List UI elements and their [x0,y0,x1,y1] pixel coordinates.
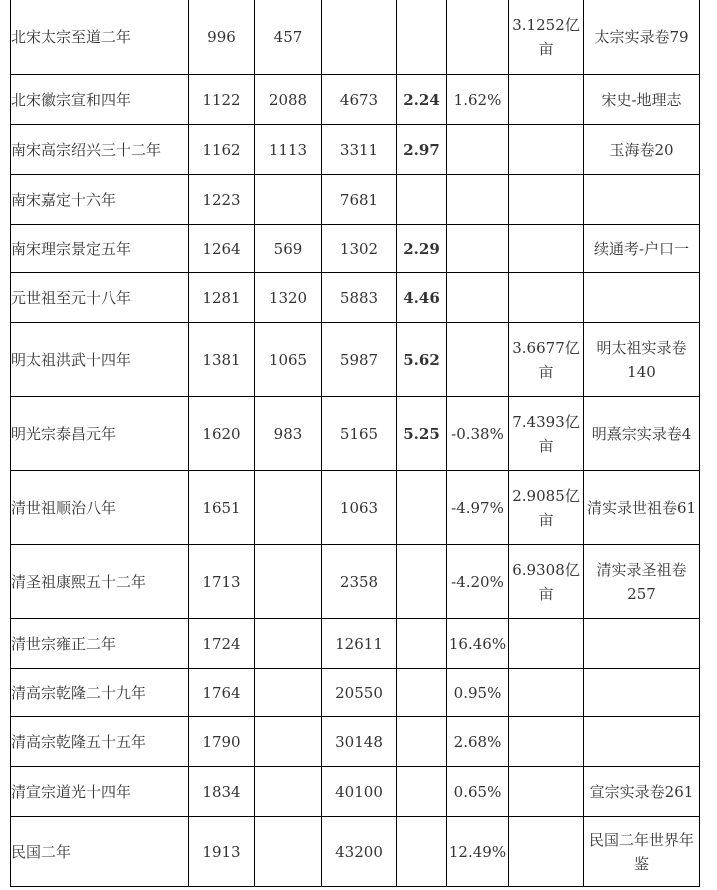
growth-rate-cell [447,273,509,323]
year-cell: 1381 [189,323,255,397]
source-cell [584,175,700,225]
population-cell: 5987 [322,323,397,397]
year-cell: 1764 [189,669,255,717]
per-household-cell: 5.25 [397,397,447,471]
population-cell: 30148 [322,717,397,767]
growth-rate-cell: 1.62% [447,75,509,125]
era-cell: 明太祖洪武十四年 [11,323,189,397]
table-row [11,225,700,273]
growth-rate-cell [447,175,509,225]
per-household-cell [397,545,447,619]
households-cell: 1065 [255,323,322,397]
households-cell [255,175,322,225]
table-row [11,817,700,887]
year-cell: 1620 [189,397,255,471]
year-cell: 1913 [189,817,255,887]
per-household-cell [397,767,447,817]
households-cell: 1113 [255,125,322,175]
year-cell: 1122 [189,75,255,125]
per-household-cell: 2.29 [397,225,447,273]
era-cell: 清高宗乾隆二十九年 [11,669,189,717]
table-row [11,717,700,767]
population-cell: 43200 [322,817,397,887]
per-household-cell [397,669,447,717]
table-row [11,273,700,323]
table-row [11,75,700,125]
era-cell: 北宋徽宗宣和四年 [11,75,189,125]
year-cell: 1162 [189,125,255,175]
growth-rate-cell: 0.65% [447,767,509,817]
households-cell [255,619,322,669]
table-row [11,619,700,669]
per-household-cell [397,717,447,767]
year-cell: 1281 [189,273,255,323]
farmland-cell: 3.6677亿亩 [509,323,584,397]
per-household-cell [397,175,447,225]
year-cell: 1790 [189,717,255,767]
population-cell: 4673 [322,75,397,125]
era-cell: 清宣宗道光十四年 [11,767,189,817]
per-household-cell [397,0,447,75]
source-cell [584,717,700,767]
per-household-cell [397,471,447,545]
era-cell: 北宋太宗至道二年 [11,0,189,75]
source-cell: 太宗实录卷79 [584,0,700,75]
growth-rate-cell: 12.49% [447,817,509,887]
households-cell [255,545,322,619]
source-cell [584,669,700,717]
source-cell: 明太祖实录卷140 [584,323,700,397]
per-household-cell: 2.24 [397,75,447,125]
population-cell: 5165 [322,397,397,471]
era-cell: 南宋嘉定十六年 [11,175,189,225]
population-cell [322,0,397,75]
households-cell [255,471,322,545]
households-cell [255,669,322,717]
farmland-cell [509,75,584,125]
population-data-table [10,0,700,887]
source-cell: 清实录圣祖卷257 [584,545,700,619]
population-cell: 40100 [322,767,397,817]
farmland-cell [509,669,584,717]
growth-rate-cell: 16.46% [447,619,509,669]
year-cell: 996 [189,0,255,75]
year-cell: 1651 [189,471,255,545]
table-body [11,0,700,887]
growth-rate-cell: -4.97% [447,471,509,545]
table-row [11,125,700,175]
farmland-cell [509,717,584,767]
growth-rate-cell: -0.38% [447,397,509,471]
farmland-cell [509,619,584,669]
table-row [11,175,700,225]
era-cell: 清世祖顺治八年 [11,471,189,545]
year-cell: 1223 [189,175,255,225]
growth-rate-cell [447,225,509,273]
households-cell [255,767,322,817]
farmland-cell [509,175,584,225]
growth-rate-cell: 2.68% [447,717,509,767]
farmland-cell [509,273,584,323]
growth-rate-cell [447,0,509,75]
population-cell: 3311 [322,125,397,175]
households-cell: 983 [255,397,322,471]
farmland-cell [509,225,584,273]
per-household-cell: 4.46 [397,273,447,323]
table-row [11,767,700,817]
population-cell: 12611 [322,619,397,669]
source-cell: 清实录世祖卷61 [584,471,700,545]
table-row [11,669,700,717]
growth-rate-cell [447,323,509,397]
era-cell: 清圣祖康熙五十二年 [11,545,189,619]
per-household-cell: 2.97 [397,125,447,175]
households-cell [255,817,322,887]
farmland-cell [509,767,584,817]
year-cell: 1724 [189,619,255,669]
population-cell: 5883 [322,273,397,323]
farmland-cell: 6.9308亿亩 [509,545,584,619]
per-household-cell [397,817,447,887]
population-cell: 1063 [322,471,397,545]
farmland-cell: 3.1252亿亩 [509,0,584,75]
population-cell: 7681 [322,175,397,225]
per-household-cell [397,619,447,669]
era-cell: 清世宗雍正二年 [11,619,189,669]
era-cell: 南宋理宗景定五年 [11,225,189,273]
source-cell: 续通考-户口一 [584,225,700,273]
population-cell: 1302 [322,225,397,273]
households-cell: 1320 [255,273,322,323]
table-row [11,0,700,75]
households-cell: 2088 [255,75,322,125]
source-cell: 宣宗实录卷261 [584,767,700,817]
growth-rate-cell: -4.20% [447,545,509,619]
table-row [11,471,700,545]
source-cell [584,619,700,669]
farmland-cell: 2.9085亿亩 [509,471,584,545]
year-cell: 1713 [189,545,255,619]
source-cell: 民国二年世界年鉴 [584,817,700,887]
population-cell: 2358 [322,545,397,619]
era-cell: 清高宗乾隆五十五年 [11,717,189,767]
growth-rate-cell [447,125,509,175]
source-cell: 宋史-地理志 [584,75,700,125]
source-cell: 明熹宗实录卷4 [584,397,700,471]
era-cell: 民国二年 [11,817,189,887]
farmland-cell [509,817,584,887]
era-cell: 南宋高宗绍兴三十二年 [11,125,189,175]
per-household-cell: 5.62 [397,323,447,397]
era-cell: 明光宗泰昌元年 [11,397,189,471]
population-cell: 20550 [322,669,397,717]
farmland-cell [509,125,584,175]
households-cell: 569 [255,225,322,273]
farmland-cell: 7.4393亿亩 [509,397,584,471]
growth-rate-cell: 0.95% [447,669,509,717]
source-cell: 玉海卷20 [584,125,700,175]
year-cell: 1264 [189,225,255,273]
era-cell: 元世祖至元十八年 [11,273,189,323]
table-row [11,323,700,397]
year-cell: 1834 [189,767,255,817]
households-cell: 457 [255,0,322,75]
table-row [11,397,700,471]
table-row [11,545,700,619]
source-cell [584,273,700,323]
households-cell [255,717,322,767]
